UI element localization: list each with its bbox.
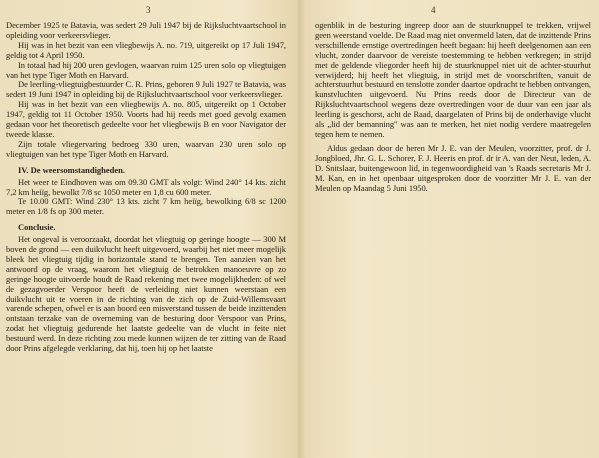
left-page [0, 0, 298, 458]
page-number: 3 [146, 5, 151, 15]
paragraph: Te 10.00 GMT: Wind 230° 13 kts. zicht 7 km heiïg, bewolking 6/8 sc 1200 meter en 1/8 fs op 300 meter. [6, 196, 286, 217]
page-number: 4 [431, 5, 436, 15]
paragraph: Het weer te Eindhoven was om 09.30 GMT als volgt: Wind 240° 14 kts. zicht 7,2 km heiïg, bewolkt 7/8 sc 1050 meter en 1,8 cu 600 meter. [6, 176, 286, 197]
section-heading: IV. De weersomstandigheden. [18, 164, 126, 175]
page-body [315, 21, 591, 193]
paragraph: Het ongeval is veroorzaakt, doordat het vliegtuig op geringe hoogte — 300 M boven de grond — een duikvlucht heeft uitgevoerd, waarbij het niet meer mogelijk bleek het vliegtuig tijdig in horizontale stand te brengen. Ten aanzien van het antwoord op de vraag, waarom het vliegtuig de betrokken manoeuvre op zo geringe hoogte uitvoerde houdt de Raad rekening met twee mogelijkheden: of wel de gezagvoerder Verspoor heeft de verleiding niet kunnen weerstaan een duikvlucht uit te voeren in de richting van de zich op de Zuid-Willemsvaart varende schepen, ofwel er is aan boord een misverstand tussen de beide inzittenden ontstaan terzake van de overneming van de besturing door Verspoor van Prins, zodat het vliegtuig gedurende het laatste gedeelte van de vlucht in feite niet bestuurd werd. In deze richting zou mede kunnen wijzen de ter zitting van de Raad door Prins afgelegde verklaring, dat hij, toen hij op het laatste [6, 234, 286, 354]
conclusion-heading: Conclusie. [18, 222, 56, 233]
paragraph: In totaal had hij 200 uren gevlogen, waarvan ruim 125 uren solo op vliegtuigen van het type Tiger Moth en Harvard. [6, 59, 286, 80]
page-body [6, 21, 286, 354]
right-page [301, 0, 599, 458]
paragraph: Hij was in het bezit van een vliegbewijs A. no. 805, uitgereikt op 1 October 1947, geldig tot 11 October 1950. Voorts had hij reeds met goed gevolg examen gedaan voor het theoretisch gedeelte voor het vliegbewijs B en voor Navigator der tweede klasse. [6, 99, 286, 139]
paragraph: ogenblik in de besturing ingreep door aan de stuurknuppel te trekken, vrijwel geen weerstand voelde. De Raad mag niet onvermeld laten, dat de inzittende Prins verschillende ernstige overtredingen heeft begaan: hij heeft deelgenomen aan een vlucht, zonder daarvoor de vereiste toestemming te hebben verkregen; in strijd met de geldende vliegorder heeft hij de stuurknuppel niet uit de achter-stuurhut verwijderd; hij heeft het vliegtuig, in strijd met de voorschriften, vanuit de achterstuurhut bestuurd en tenslotte zonder daartoe opdracht te hebben ontvangen, kunstvluchten uitgevoerd. Nu Prins reeds door de Directeur van de Rijksluchtvaartschool wegens deze overtredingen voor de duur van een jaar als leerling is geschorst, acht de Raad, daargelaten of Prins bij de onderhavige vlucht als „lid der bemanning" was aan te merken, het niet nodig verdere maatregelen tegen hem te nemen. [315, 20, 591, 139]
paragraph: Aldus gedaan door de heren Mr J. E. van der Meulen, voorzitter, prof. dr J. Jongbloed, Jhr. G. L. Schorer, F. J. Heeris en prof. dr ir A. van der Neut, leden, A. D. Snitslaar, buitengewoon lid, in tegenwoordigheid van 's Raads secretaris Mr J. M. Kan, en in het openbaar uitgesproken door de voorzitter Mr J. E. van der Meulen op Maandag 5 Juni 1950. [315, 142, 591, 193]
paragraph: De leerling-vliegtuigbestuurder C. R. Prins, geboren 9 Juli 1927 te Batavia, was sedert 19 Juni 1947 in opleiding bij de Rijksluchtvaartschool voor verkeersvlieger. [6, 79, 286, 100]
paragraph: Zijn totale vliegervaring bedroeg 330 uren, waarvan 230 uren solo op vliegtuigen van het type Tiger Moth en Harvard. [6, 138, 286, 159]
paragraph: December 1925 te Batavia, was sedert 29 Juli 1947 bij de Rijksluchtvaartschool in opleiding voor verkeersvlieger. [6, 20, 286, 40]
paragraph: Hij was in het bezit van een vliegbewijs A. no. 719, uitgereikt op 17 Juli 1947, geldig tot 4 April 1950. [6, 39, 286, 60]
